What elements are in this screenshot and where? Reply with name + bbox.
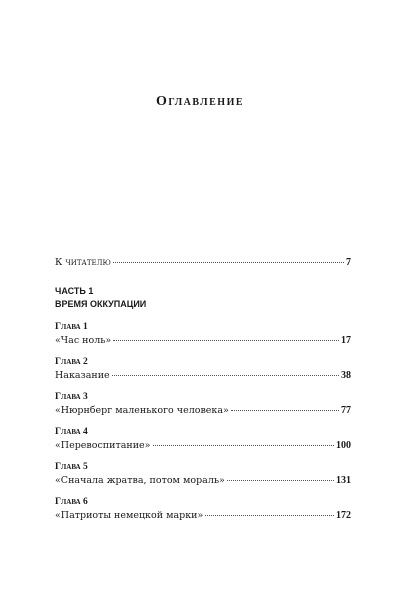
- toc-entry-title: «Сначала жратва, потом мораль»: [55, 475, 225, 486]
- chapter-heading: Глава 4: [55, 427, 88, 437]
- toc-entry-chapter-3[interactable]: [55, 404, 351, 417]
- chapter-heading: Глава 6: [55, 497, 88, 507]
- toc-page-number: 131: [336, 475, 351, 486]
- leader-dots: [231, 410, 339, 411]
- part-subtitle: ВРЕМЯ ОККУПАЦИИ: [55, 299, 147, 309]
- leader-dots: [205, 515, 334, 516]
- toc-entry-chapter-4[interactable]: [55, 439, 351, 452]
- leader-dots: [113, 340, 339, 341]
- leader-dots: [112, 375, 339, 376]
- toc-entry-title: Наказание: [55, 370, 110, 381]
- toc-entry-chapter-1[interactable]: [55, 334, 351, 347]
- leader-dots: [113, 262, 344, 263]
- toc-entry-title: «Патриоты немецкой марки»: [55, 510, 204, 521]
- toc-entry-title: «Нюрнберг маленького человека»: [55, 405, 229, 416]
- toc-page-number: 17: [341, 335, 351, 346]
- toc-page-number: 172: [336, 510, 351, 521]
- chapter-heading: Глава 3: [55, 392, 88, 402]
- toc-page-number: 77: [341, 405, 351, 416]
- part-label: ЧАСТЬ 1: [55, 286, 94, 296]
- toc-entry-chapter-6[interactable]: [55, 509, 351, 522]
- toc-entry-title: «Перевоспитание»: [55, 440, 151, 451]
- toc-entry-intro[interactable]: [55, 256, 351, 269]
- chapter-heading: Глава 2: [55, 357, 88, 367]
- toc-page-number: 38: [341, 370, 351, 381]
- toc-entry-chapter-2[interactable]: [55, 369, 351, 382]
- toc-entry-title: «Час ноль»: [55, 335, 112, 346]
- table-of-contents: [55, 256, 351, 522]
- leader-dots: [227, 480, 334, 481]
- toc-page-number: 100: [336, 440, 351, 451]
- page-title: Оглавление: [155, 94, 245, 109]
- toc-page-number: 7: [346, 257, 351, 268]
- leader-dots: [153, 445, 335, 446]
- toc-entry-chapter-5[interactable]: [55, 474, 351, 487]
- part-heading: [55, 285, 351, 311]
- chapter-heading: Глава 1: [55, 322, 88, 332]
- chapter-heading: Глава 5: [55, 462, 88, 472]
- toc-entry-label: К читателю: [55, 257, 111, 268]
